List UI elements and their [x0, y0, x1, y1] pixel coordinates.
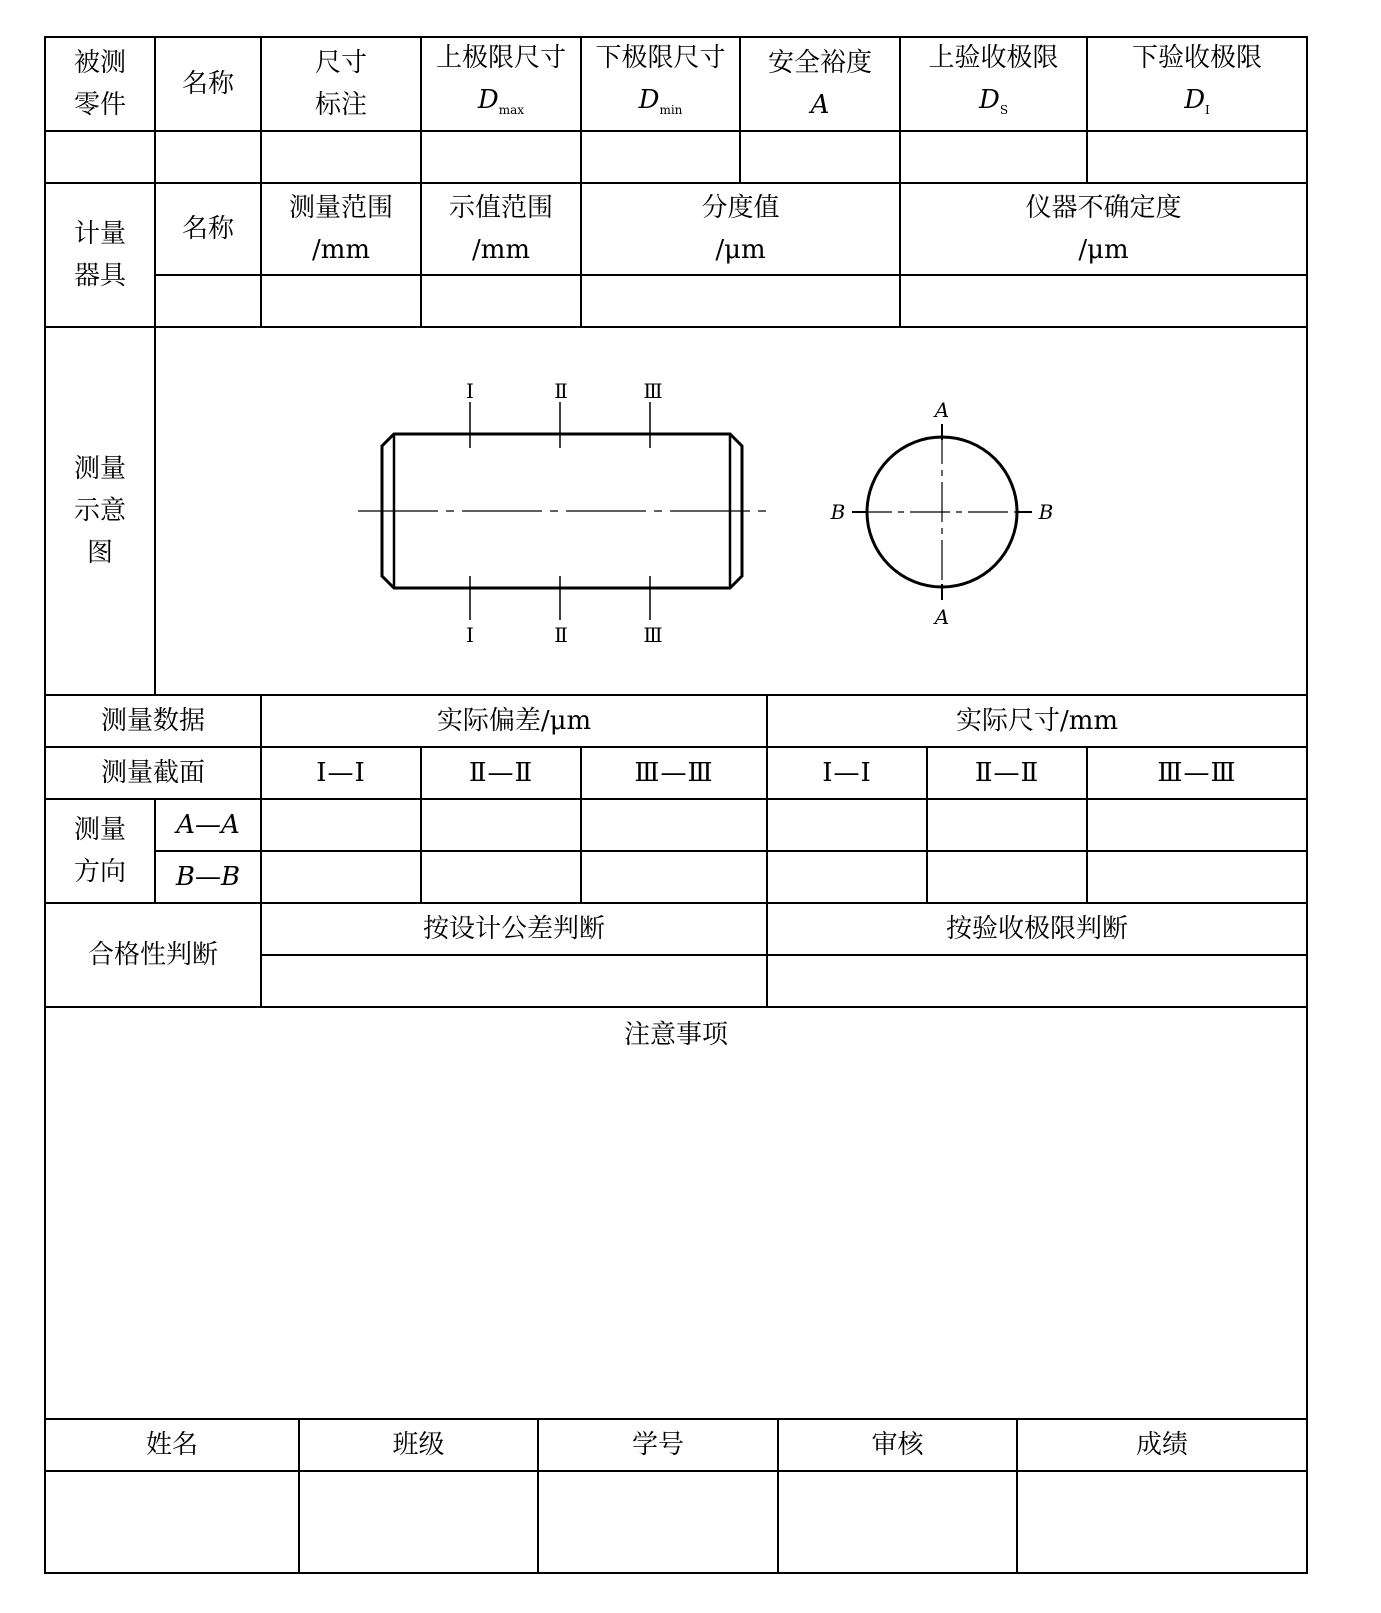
diagram-label-line: 图: [86, 538, 113, 568]
size-section-1: [768, 748, 926, 798]
axis-label-a-bottom: A: [934, 605, 950, 629]
section-text: Ⅱ—Ⅱ: [974, 758, 1040, 788]
direction-b-text: B—B: [175, 862, 241, 892]
footer-class-text: 班级: [392, 1430, 445, 1460]
size-label-line: 标注: [314, 90, 367, 120]
footer-review-text: 审核: [871, 1430, 924, 1460]
footer-score-text: 成绩: [1135, 1430, 1188, 1460]
row-line: [260, 954, 1306, 956]
deviation-section-3: [582, 748, 766, 798]
safety-margin-text: 安全裕度: [767, 48, 872, 78]
footer-class-header: [300, 1420, 537, 1470]
upper-acceptance-sub: S: [999, 103, 1009, 117]
part-label: [46, 38, 154, 130]
footer-student-id-header: [539, 1420, 777, 1470]
deviation-section-2: [422, 748, 580, 798]
section-label-bottom-2: Ⅱ: [554, 623, 568, 647]
axis-label-b-left: B: [830, 500, 846, 524]
actual-deviation-header: [262, 696, 766, 746]
upper-limit-symbol: D: [477, 85, 499, 115]
instrument-label-line: 计量: [73, 219, 126, 249]
safety-margin-header: [741, 38, 899, 130]
measurement-direction-label: [46, 800, 154, 902]
division-value-unit: /μm: [715, 235, 766, 265]
lower-acceptance-text: 下验收极限: [1131, 43, 1262, 73]
section-label-top-1: Ⅰ: [466, 379, 474, 403]
size-label-header: [262, 38, 420, 130]
measurement-report-form: [44, 36, 1308, 1574]
indication-range-text: 示值范围: [448, 193, 553, 223]
lower-limit-header: [582, 38, 739, 130]
division-value-text: 分度值: [701, 193, 780, 223]
uncertainty-unit: /μm: [1078, 235, 1129, 265]
section-text: Ⅲ—Ⅲ: [634, 758, 714, 788]
lower-limit-sub: min: [659, 103, 683, 117]
deviation-section-1: [262, 748, 420, 798]
measurement-section-text: 测量截面: [100, 758, 205, 788]
lower-limit-text: 下极限尺寸: [595, 43, 726, 73]
measure-range-text: 测量范围: [288, 193, 393, 223]
instrument-name-header: [156, 184, 260, 274]
upper-acceptance-header: [901, 38, 1086, 130]
section-label-top-3: Ⅲ: [643, 379, 663, 403]
conformity-judgement-label: [46, 904, 260, 1006]
notes-title-text: 注意事项: [623, 1020, 728, 1050]
row-line: [154, 850, 1306, 852]
row-line: [46, 1470, 1306, 1472]
uncertainty-text: 仪器不确定度: [1025, 193, 1182, 223]
diagram-label-line: 测量: [73, 454, 126, 484]
judge-by-design-text: 按设计公差判断: [422, 914, 605, 944]
axis-label-a-top: A: [934, 398, 950, 422]
section-label-bottom-1: Ⅰ: [466, 623, 474, 647]
judge-by-design-header: [262, 904, 766, 954]
direction-b-b: [156, 852, 260, 902]
conformity-judgement-text: 合格性判断: [87, 940, 218, 970]
part-name-header: [156, 38, 260, 130]
direction-a-text: A—A: [176, 810, 240, 840]
measure-range-unit: /mm: [311, 235, 371, 265]
safety-margin-symbol: A: [810, 90, 830, 120]
indication-range-header: [422, 184, 580, 274]
measure-range-header: [262, 184, 420, 274]
judge-by-acceptance-header: [768, 904, 1306, 954]
upper-limit-header: [422, 38, 580, 130]
part-label-line: 被测: [73, 48, 126, 78]
lower-acceptance-header: [1088, 38, 1306, 130]
section-text: Ⅰ—Ⅰ: [316, 758, 366, 788]
footer-score-header: [1018, 1420, 1306, 1470]
section-label-bottom-3: Ⅲ: [643, 623, 663, 647]
measurement-diagram: [156, 328, 1306, 694]
footer-review-header: [779, 1420, 1016, 1470]
measurement-data-label: [46, 696, 260, 746]
judge-by-acceptance-text: 按验收极限判断: [945, 914, 1128, 944]
row-line: [154, 274, 1306, 276]
footer-name-header: [46, 1420, 298, 1470]
instrument-label: [46, 184, 154, 326]
axis-label-b-right: B: [1038, 500, 1054, 524]
size-section-3: [1088, 748, 1306, 798]
division-value-header: [582, 184, 899, 274]
upper-limit-sub: max: [498, 103, 525, 117]
actual-size-header: [768, 696, 1306, 746]
upper-acceptance-symbol: D: [978, 85, 1000, 115]
footer-name-text: 姓名: [145, 1430, 198, 1460]
direction-a-a: [156, 800, 260, 850]
lower-acceptance-sub: I: [1205, 103, 1210, 117]
section-text: Ⅲ—Ⅲ: [1157, 758, 1237, 788]
uncertainty-header: [901, 184, 1306, 274]
notes-title: [46, 1008, 1306, 1062]
size-section-2: [928, 748, 1086, 798]
direction-label-line: 测量: [73, 815, 126, 845]
part-name-text: 名称: [181, 69, 234, 99]
lower-limit-symbol: D: [638, 85, 660, 115]
instrument-label-line: 器具: [73, 261, 126, 291]
part-label-line: 零件: [73, 90, 126, 120]
lower-acceptance-symbol: D: [1184, 85, 1206, 115]
upper-limit-text: 上极限尺寸: [435, 43, 566, 73]
indication-range-unit: /mm: [471, 235, 531, 265]
actual-size-text: 实际尺寸/mm: [955, 706, 1119, 736]
measurement-data-text: 测量数据: [100, 706, 205, 736]
instrument-name-text: 名称: [181, 214, 234, 244]
section-text: Ⅰ—Ⅰ: [822, 758, 872, 788]
size-label-line: 尺寸: [314, 48, 367, 78]
diagram-label-line: 示意: [73, 496, 126, 526]
footer-student-id-text: 学号: [631, 1430, 684, 1460]
section-label-top-2: Ⅱ: [554, 379, 568, 403]
actual-deviation-text: 实际偏差/μm: [436, 706, 592, 736]
direction-label-line: 方向: [73, 857, 126, 887]
upper-acceptance-text: 上验收极限: [928, 43, 1059, 73]
section-text: Ⅱ—Ⅱ: [468, 758, 534, 788]
measurement-section-label: [46, 748, 260, 798]
diagram-label: [46, 328, 154, 694]
